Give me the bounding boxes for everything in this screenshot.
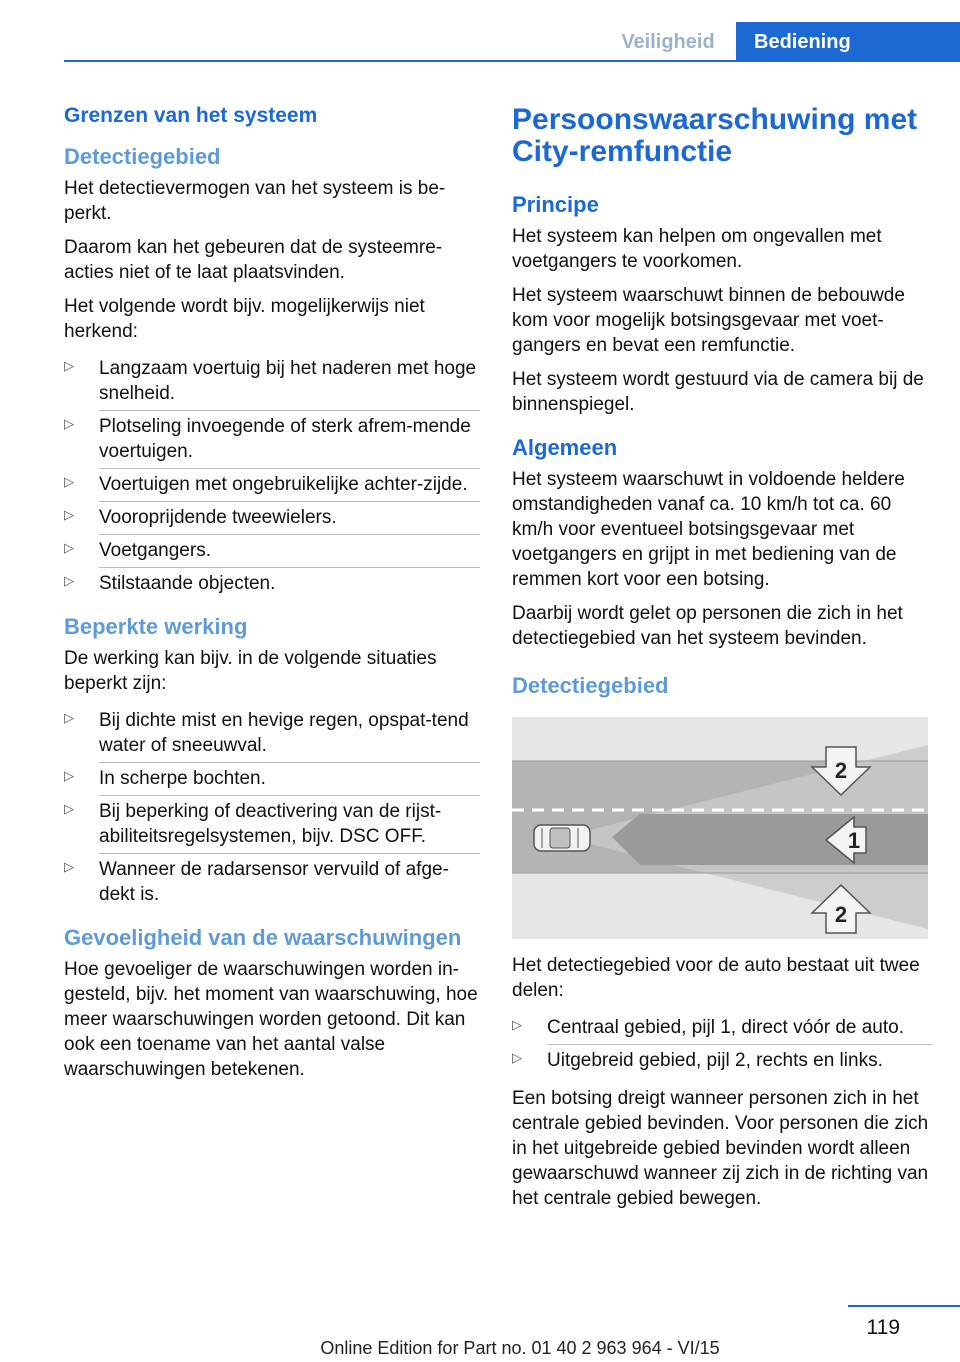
svg-text:2: 2 [834,758,848,783]
heading-limited-operation: Beperkte werking [64,614,248,639]
triangle-bullet-icon: ▷ [64,573,74,588]
paragraph: Het detectievermogen van het systeem is be-perkt. [64,178,446,224]
page-number: 119 [866,1316,900,1339]
list-item: ▷ Voertuigen met ongebruikelijke achter-zijde. [64,469,480,502]
header-rule [64,60,960,62]
triangle-bullet-icon: ▷ [512,1050,522,1065]
paragraph: Het systeem wordt gestuurd via de camera bij de binnenspiegel. [512,369,924,415]
list-item: ▷ Vooroprijdende tweewielers. [64,502,480,535]
triangle-bullet-icon: ▷ [64,859,74,874]
heading-general: Algemeen [512,435,618,460]
list-item: ▷ Langzaam voertuig bij het naderen met hoge snelheid. [64,353,480,411]
triangle-bullet-icon: ▷ [64,540,74,555]
triangle-bullet-icon: ▷ [64,358,74,373]
paragraph: Daarbij wordt gelet op personen die zich in het detectiegebied van het systeem bevinden. [512,603,903,649]
left-column [64,100,480,1091]
paragraph: Het detectiegebied voor de auto bestaat uit twee delen: [512,955,920,1001]
paragraph: Hoe gevoeliger de waarschuwingen worden in-gesteld, bijv. het moment van waarschuwing, hoe meer waarschuwingen worden getoond. Dit kan ook een toename van het aantal valse waarschuwingen betekenen. [64,959,478,1080]
triangle-bullet-icon: ▷ [64,710,74,725]
list-item: ▷ Bij beperking of deactivering van de rijst-abiliteitsregelsystemen, bijv. DSC OFF. [64,796,480,854]
list-detection-parts [512,1012,932,1077]
list-item: ▷ Bij dichte mist en hevige regen, opspat-tend water of sneeuwval. [64,705,480,763]
heading-detection-area-right: Detectiegebied [512,673,669,698]
right-column [512,100,932,1220]
list-item: ▷ Stilstaande objecten. [64,573,276,594]
list-item: ▷ Uitgebreid gebied, pijl 2, rechts en links. [512,1050,883,1071]
heading-detection-area: Detectiegebied [64,144,221,169]
triangle-bullet-icon: ▷ [64,507,74,522]
list-not-detected [64,353,480,600]
list-item: ▷ Wanneer de radarsensor vervuild of afge-dekt is. [64,859,449,905]
svg-text:1: 1 [847,828,861,853]
svg-text:2: 2 [834,902,848,927]
edition-note: Online Edition for Part no. 01 40 2 963 964 - VI/15 [320,1338,720,1358]
list-item: ▷ Plotseling invoegende of sterk afrem-mende voertuigen. [64,411,480,469]
paragraph: Het systeem kan helpen om ongevallen met voetgangers te voorkomen. [512,226,882,272]
paragraph: Het volgende wordt bijv. mogelijkerwijs niet herkend: [64,296,425,342]
paragraph: De werking kan bijv. in de volgende situaties beperkt zijn: [64,648,437,694]
list-item: ▷ Voetgangers. [64,535,480,568]
detection-area-illustration [512,717,928,939]
heading-principle: Principe [512,192,599,217]
triangle-bullet-icon: ▷ [64,474,74,489]
triangle-bullet-icon: ▷ [64,801,74,816]
section-title-limits: Grenzen van het systeem [64,104,318,127]
triangle-bullet-icon: ▷ [64,768,74,783]
tab-veiligheid[interactable]: Veiligheid [621,31,715,53]
list-item: ▷ Centraal gebied, pijl 1, direct vóór de auto. [512,1012,932,1045]
list-item: ▷ In scherpe bochten. [64,763,480,796]
list-limited-situations [64,705,480,911]
triangle-bullet-icon: ▷ [64,416,74,431]
paragraph: Daarom kan het gebeuren dat de systeemre-acties niet of te laat plaatsvinden. [64,237,443,283]
heading-warning-sensitivity: Gevoeligheid van de waarschuwingen [64,925,462,950]
triangle-bullet-icon: ▷ [512,1017,522,1032]
tab-bediening[interactable]: Bediening [736,22,960,62]
paragraph: Een botsing dreigt wanneer personen zich in het centrale gebied bevinden. Voor personen die zich in het uitgebreide gebied bevinden wordt alleen gewaarschuwd wanneer zij zich in de richting van het centrale gebied bewegen. [512,1088,929,1209]
footer-rule [848,1305,960,1307]
paragraph: Het systeem waarschuwt in voldoende heldere omstandigheden vanaf ca. 10 km/h tot ca. 60 km/h voor eventueel botsingsgevaar met voetgangers en grijpt in met bediening van de remmen kort voor een botsing. [512,469,905,590]
paragraph: Het systeem waarschuwt binnen de bebouwde kom voor mogelijk botsingsgevaar met voet-gangers en bevat een remfunctie. [512,285,905,356]
car-icon [534,825,590,851]
section-title-pedestrian-warning: Persoonswaarschuwing met City-remfunctie [512,103,918,168]
